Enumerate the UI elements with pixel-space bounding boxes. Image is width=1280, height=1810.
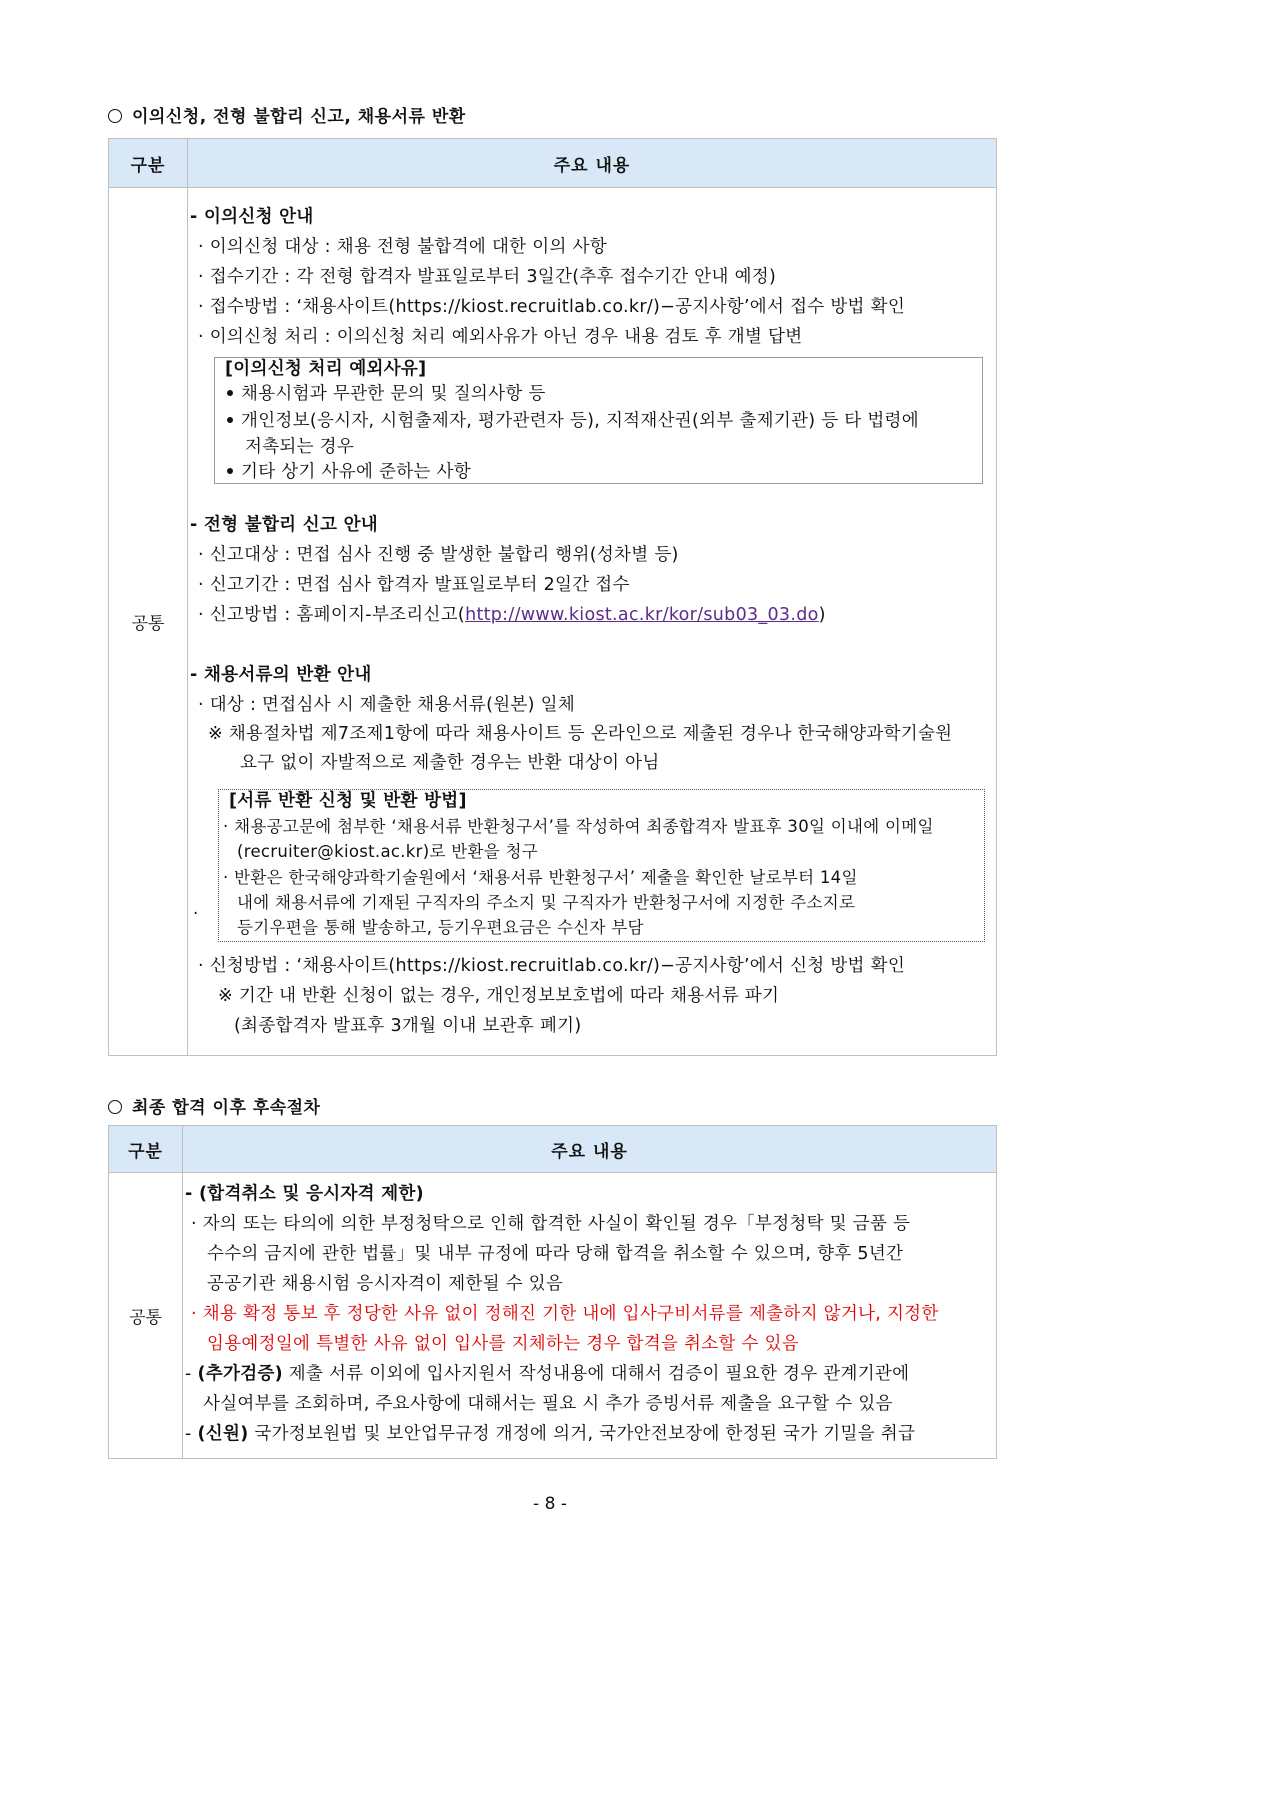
appeal-item: · 접수기간 : 각 전형 합격자 발표일로부터 3일간(추후 접수기간 안내 예정) [198, 267, 777, 287]
return-box-line: · 반환은 한국해양과학기술원에서 ‘채용서류 반환청구서’ 제출을 확인한 날로부터 14일 [223, 868, 858, 887]
exception-item: 개인정보(응시자, 시험출제자, 평가관련자 등), 지적재산권(외부 출제기관) 등 타 법령에 [227, 410, 919, 432]
return-target: · 대상 : 면접심사 시 제출한 채용서류(원본) 일체 [198, 695, 576, 715]
report-link[interactable]: http://www.kiost.ac.kr/kor/sub03_03.do [465, 605, 819, 625]
appeal-item: · 접수방법 : ‘채용사이트(https://kiost.recruitlab.co.kr/)−공지사항’에서 접수 방법 확인 [198, 297, 906, 317]
col-content-header: 주요 내용 [183, 1126, 997, 1173]
bullet-icon [227, 468, 233, 474]
appeal-item: · 이의신청 처리 : 이의신청 처리 예외사유가 아닌 경우 내용 검토 후 개별 답변 [198, 327, 803, 347]
bullet-icon [227, 417, 233, 423]
content-cell [188, 188, 997, 1056]
return-box-line: 내에 채용서류에 기재된 구직자의 주소지 및 구직자가 반환청구서에 지정한 주소지로 [237, 893, 856, 912]
return-box-line: · 채용공고문에 첨부한 ‘채용서류 반환청구서’를 작성하여 최종합격자 발표후 30일 이내에 이메일 [223, 817, 934, 836]
section1-title: 이의신청, 전형 불합리 신고, 채용서류 반환 [108, 102, 466, 127]
content-cell [183, 1173, 997, 1459]
verify-line: - (추가검증) 제출 서류 이외에 입사지원서 작성내용에 대해서 검증이 필요한 경우 관계기관에 [185, 1364, 910, 1384]
cancel-red-line: · 채용 확정 통보 후 정당한 사유 없이 정해진 기한 내에 입사구비서류를 제출하지 않거나, 지정한 [191, 1304, 939, 1324]
return-method-box [193, 789, 985, 942]
section1-table [108, 138, 997, 1056]
category-cell: 공통 [109, 188, 188, 1056]
appeal-heading: - 이의신청 안내 [190, 207, 314, 227]
return-box-line: 등기우편을 통해 발송하고, 등기우편요금은 수신자 부담 [237, 918, 644, 937]
section2-title: 최종 합격 이후 후속절차 [108, 1093, 320, 1118]
return-note: ※ 채용절차법 제7조제1항에 따라 채용사이트 등 온라인으로 제출된 경우나 한국해양과학기술원 [208, 724, 953, 744]
return-note-continued: 요구 없이 자발적으로 제출한 경우는 반환 대상이 아님 [240, 753, 660, 773]
category-cell: 공통 [109, 1173, 183, 1459]
exception-item-continued: 저촉되는 경우 [245, 437, 355, 457]
return-box-title: [서류 반환 신청 및 반환 방법] [229, 791, 467, 811]
col-category-header: 구분 [109, 1126, 183, 1173]
cancel-heading: - (합격취소 및 응시자격 제한) [185, 1184, 424, 1204]
report-item: · 신고기간 : 면접 심사 합격자 발표일로부터 2일간 접수 [198, 575, 630, 595]
cancel-red-line: 임용예정일에 특별한 사유 없이 입사를 지체하는 경우 합격을 취소할 수 있음 [207, 1334, 799, 1354]
circle-bullet-icon [108, 109, 122, 123]
identity-line: - (신원) 국가정보원법 및 보안업무규정 개정에 의거, 국가안전보장에 한정된 국가 기밀을 취급 [185, 1424, 916, 1444]
col-content-header: 주요 내용 [188, 139, 997, 188]
section2-table [108, 1125, 997, 1459]
report-heading: - 전형 불합리 신고 안내 [190, 515, 378, 535]
return-heading: - 채용서류의 반환 안내 [190, 665, 372, 685]
discard-note-continued: (최종합격자 발표후 3개월 이내 보관후 폐기) [234, 1016, 582, 1036]
bullet-icon [227, 390, 233, 396]
stray-dot: · [193, 904, 199, 923]
cancel-line: 공공기관 채용시험 응시자격이 제한될 수 있음 [207, 1274, 564, 1294]
apply-method: · 신청방법 : ‘채용사이트(https://kiost.recruitlab.co.kr/)−공지사항’에서 신청 방법 확인 [198, 956, 906, 976]
report-item: · 신고대상 : 면접 심사 진행 중 발생한 불합리 행위(성차별 등) [198, 545, 679, 565]
report-method: · 신고방법 : 홈페이지-부조리신고(http://www.kiost.ac.kr/kor/sub03_03.do) [198, 605, 826, 625]
appeal-item: · 이의신청 대상 : 채용 전형 불합격에 대한 이의 사항 [198, 237, 607, 257]
col-category-header: 구분 [109, 139, 188, 188]
exception-item: 기타 상기 사유에 준하는 사항 [227, 461, 471, 483]
circle-bullet-icon [108, 1100, 122, 1114]
exception-item: 채용시험과 무관한 문의 및 질의사항 등 [227, 383, 546, 405]
page-number: - 8 - [533, 1494, 567, 1514]
discard-note: ※ 기간 내 반환 신청이 없는 경우, 개인정보보호법에 따라 채용서류 파기 [218, 986, 780, 1006]
exception-box [214, 357, 983, 484]
cancel-line: 수수의 금지에 관한 법률」및 내부 규정에 따라 당해 합격을 취소할 수 있으며, 향후 5년간 [207, 1244, 904, 1264]
return-box-line: (recruiter@kiost.ac.kr)로 반환을 청구 [237, 842, 538, 861]
verify-line-continued: 사실여부를 조회하며, 주요사항에 대해서는 필요 시 추가 증빙서류 제출을 요구할 수 있음 [203, 1394, 893, 1414]
exception-box-title: [이의신청 처리 예외사유] [225, 359, 427, 379]
cancel-line: · 자의 또는 타의에 의한 부정청탁으로 인해 합격한 사실이 확인될 경우「부정청탁 및 금품 등 [191, 1214, 911, 1234]
